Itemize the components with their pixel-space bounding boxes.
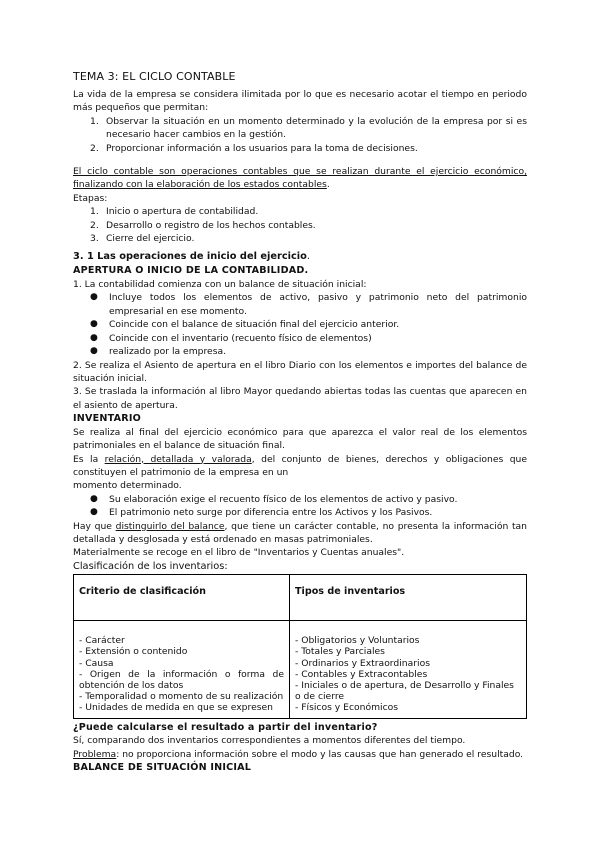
cell-line: - Carácter	[79, 635, 125, 647]
intro-list	[73, 115, 527, 155]
list-item-text: Cierre del ejercicio.	[106, 233, 195, 245]
list-item: ● Incluye todos los elementos de activo, pasivo y patrimonio neto del patrimonio empresarial en ese momento.	[90, 292, 527, 317]
etapas-label: Etapas:	[73, 192, 108, 204]
list-item	[73, 205, 527, 218]
list-number: 2.	[90, 219, 99, 231]
table-cell-criterios	[74, 621, 290, 718]
bullet-icon: ●	[90, 332, 98, 343]
balance-heading: BALANCE DE SITUACIÓN INICIAL	[73, 762, 252, 774]
table-cell-tipos	[290, 621, 527, 718]
apertura-heading: APERTURA O INICIO DE LA CONTABILIDAD.	[73, 265, 309, 277]
bullet-icon: ●	[90, 493, 98, 504]
cycle-definition: El ciclo contable son operaciones contables que se realizan durante el ejercicio económico, finalizando con la elaboración de los estados contables.	[73, 166, 527, 191]
inventario-p5: Clasificación de los inventarios:	[73, 560, 228, 572]
cell-line: - Origen de la información o forma de obtención de los datos	[79, 668, 284, 691]
cell-line: - Contables y Extracontables	[295, 668, 428, 680]
cell-line: - Físicos y Económicos	[295, 702, 399, 714]
apertura-bullets	[73, 291, 527, 358]
inventario-p4: Materialmente se recoge en el libro de "Inventarios y Cuentas anuales".	[73, 547, 405, 559]
inventario-p2-line2: momento determinado.	[73, 480, 182, 492]
cell-line: - Extensión o contenido	[79, 646, 188, 658]
inventario-bullets	[73, 493, 527, 520]
cycle-definition-underlined: El ciclo contable son operaciones contables que se realizan durante el ejercicio económico, finalizando con la elaboración de los estados contables	[73, 166, 527, 191]
inventario-p3: Hay que distinguirlo del balance, que tiene un carácter contable, no presenta la información tan detallada y desglosada y está ordenado en masas patrimoniales.	[73, 520, 527, 545]
list-number: 2.	[90, 142, 99, 154]
apertura-p2: 2. Se realiza el Asiento de apertura en el libro Diario con los elementos e importes del balance de situación inicial.	[73, 359, 527, 384]
table-header-row	[74, 575, 527, 621]
bullet-icon: ●	[90, 319, 98, 330]
intro-paragraph: La vida de la empresa se considera ilimitada por lo que es necesario acotar el tiempo en periodo más pequeños que permitan:	[73, 89, 527, 114]
section-heading: 3. 1 Las operaciones de inicio del ejercicio.	[73, 251, 311, 263]
inventario-p1: Se realiza al final del ejercicio económico para que aparezca el valor real de los elementos patrimoniales en el balance de situación final.	[73, 426, 527, 452]
bullet-icon: ●	[90, 346, 98, 357]
cell-line: - Causa	[79, 657, 114, 669]
page-title: TEMA 3: EL CICLO CONTABLE	[73, 70, 236, 83]
list-item-text: Desarrollo o registro de los hechos contables.	[106, 219, 316, 231]
list-number: 1.	[90, 115, 99, 127]
list-item	[73, 232, 527, 245]
inventory-classification-table	[73, 574, 527, 718]
cell-line: - Obligatorios y Voluntarios	[295, 635, 420, 647]
list-item: ● El patrimonio neto surge por diferencia entre los Activos y los Pasivos.	[90, 507, 433, 519]
list-item	[73, 142, 527, 155]
apertura-p3: 3. Se traslada la información al libro Mayor quedando abiertas todas las cuentas que aparecen en el asiento de apertura.	[73, 386, 527, 411]
list-number: 3.	[90, 233, 99, 245]
cell-line: - Temporalidad o momento de su realización	[79, 691, 284, 703]
table-header-criterio: Criterio de clasificación	[74, 575, 290, 621]
list-item	[73, 115, 527, 142]
list-item: ● Su elaboración exige el recuento físico de los elementos de activo y pasivo.	[90, 493, 458, 505]
list-item-text: Observar la situación en un momento determinado y la evolución de la empresa por si es necesario hacer cambios en la gestión.	[106, 115, 527, 141]
list-item: ● Coincide con el balance de situación final del ejercicio anterior.	[90, 319, 400, 331]
list-item: ● realizado por la empresa.	[90, 346, 227, 358]
bullet-icon: ●	[90, 507, 98, 518]
list-number: 1.	[90, 206, 99, 218]
inventario-heading: INVENTARIO	[73, 413, 141, 425]
inventario-p2: Es la relación, detallada y valorada, del conjunto de bienes, derechos y obligaciones que constituyen el patrimonio de la empresa en un	[73, 453, 528, 478]
cell-line: - Totales y Parciales	[295, 646, 385, 658]
list-item-text: Inicio o apertura de contabilidad.	[106, 206, 259, 218]
bullet-icon: ●	[90, 292, 98, 303]
cell-line: - Unidades de medida en que se expresen	[79, 702, 273, 714]
table-header-tipos: Tipos de inventarios	[290, 575, 527, 621]
cell-line: - Iniciales o de apertura, de Desarrollo y Finales o de cierre	[295, 680, 514, 703]
document-page	[73, 70, 527, 775]
answer-text: Sí, comparando dos inventarios correspondientes a momentos diferentes del tiempo.	[73, 735, 466, 747]
question-heading: ¿Puede calcularse el resultado a partir del inventario?	[73, 721, 378, 733]
apertura-p1: 1. La contabilidad comienza con un balance de situación inicial:	[73, 279, 367, 291]
table-row	[74, 621, 527, 718]
list-item: ● Coincide con el inventario (recuento físico de elementos)	[90, 332, 372, 344]
list-item-text: Proporcionar información a los usuarios para la toma de decisiones.	[106, 142, 418, 154]
etapas-list	[73, 205, 527, 245]
cell-line: - Ordinarios y Extraordinarios	[295, 657, 430, 669]
list-item	[73, 219, 527, 232]
problema-text: Problema: no proporciona información sobre el modo y las causas que han generado el resultado.	[73, 748, 524, 760]
